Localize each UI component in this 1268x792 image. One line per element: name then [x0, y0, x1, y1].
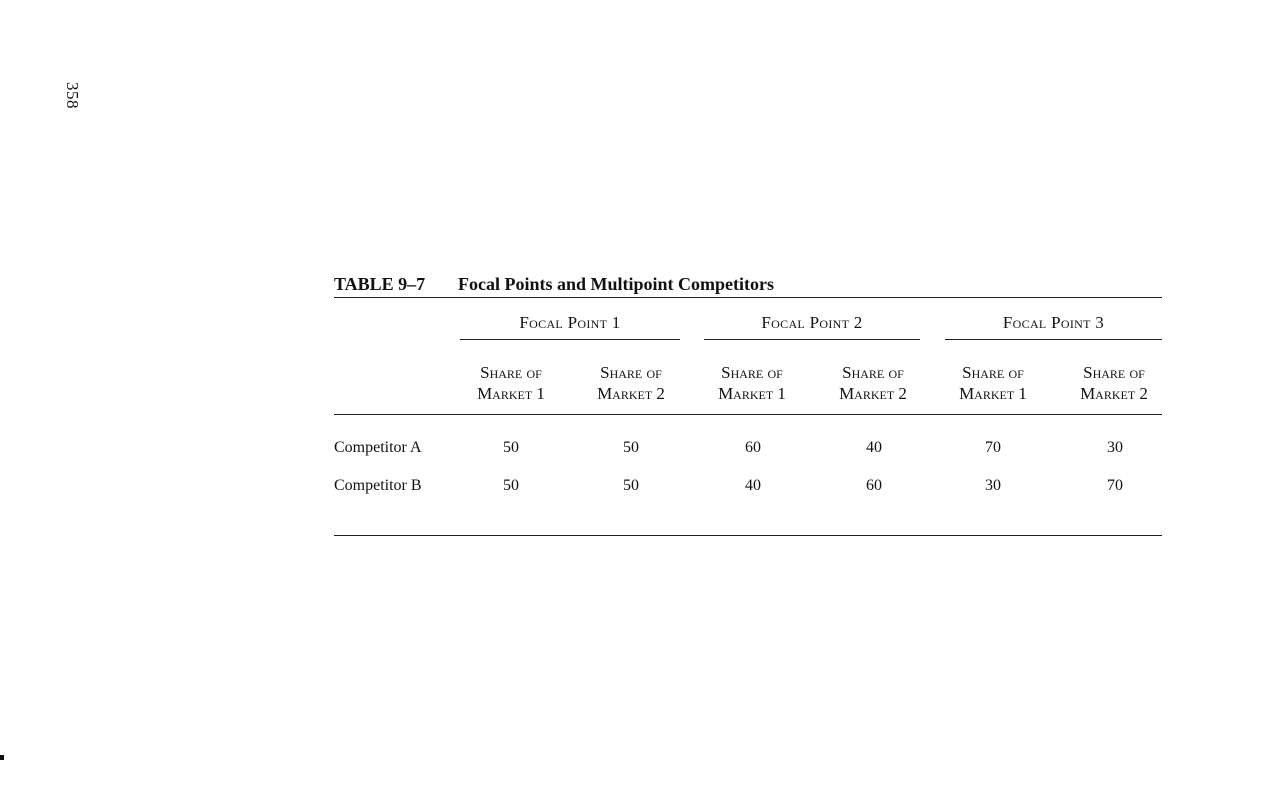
column-header-line: Share of — [721, 363, 783, 382]
group-title: Focal Point 3 — [1002, 313, 1105, 332]
table-cell: 40 — [745, 477, 761, 494]
page-number: 358 — [63, 82, 82, 109]
column-header-row — [334, 344, 1162, 408]
table-cell: 50 — [623, 439, 639, 456]
group-title: Focal Point 2 — [761, 313, 863, 332]
row-label: Competitor A — [334, 439, 422, 456]
column-header-line: Share of — [962, 363, 1024, 382]
table-row — [334, 477, 1162, 515]
table-cell: 30 — [1107, 439, 1123, 456]
table-cell: 50 — [503, 439, 519, 456]
group-focal-point-3 — [945, 298, 1162, 344]
table-caption — [334, 272, 1162, 296]
column-header — [456, 362, 566, 404]
group-focal-point-1 — [460, 298, 680, 344]
column-header-line: Share of — [1083, 363, 1145, 382]
table-title: Focal Points and Multipoint Competitors — [458, 274, 775, 294]
table-block — [334, 272, 1162, 536]
table-cell: 50 — [503, 477, 519, 494]
column-header-line: Share of — [600, 363, 662, 382]
column-header — [697, 362, 807, 404]
column-header — [1059, 362, 1169, 404]
header-rule — [334, 414, 1162, 415]
table-cell: 60 — [745, 439, 761, 456]
column-header-line: Share of — [842, 363, 904, 382]
table-cell: 50 — [623, 477, 639, 494]
table-label: TABLE 9–7 — [334, 274, 426, 294]
group-header-row — [334, 298, 1162, 344]
row-label: Competitor B — [334, 477, 422, 494]
column-header-line: Market 2 — [839, 384, 907, 403]
column-header — [576, 362, 686, 404]
table-cell: 70 — [1107, 477, 1123, 494]
table-row — [334, 439, 1162, 477]
group-underline — [704, 339, 920, 340]
column-header-line: Market 2 — [1080, 384, 1148, 403]
table-cell: 30 — [985, 477, 1001, 494]
column-header-line: Market 1 — [718, 384, 786, 403]
bottom-rule — [334, 535, 1162, 536]
table-cell: 70 — [985, 439, 1001, 456]
column-header — [818, 362, 928, 404]
group-focal-point-2 — [704, 298, 920, 344]
group-underline — [945, 339, 1162, 340]
group-underline — [460, 339, 680, 340]
column-header-line: Share of — [480, 363, 542, 382]
column-header-line: Market 2 — [597, 384, 665, 403]
column-header-line: Market 1 — [477, 384, 545, 403]
table-cell: 60 — [866, 477, 882, 494]
column-header-line: Market 1 — [959, 384, 1027, 403]
scan-speck — [0, 755, 4, 760]
group-title: Focal Point 1 — [519, 313, 621, 332]
table-cell: 40 — [866, 439, 882, 456]
column-header — [938, 362, 1048, 404]
